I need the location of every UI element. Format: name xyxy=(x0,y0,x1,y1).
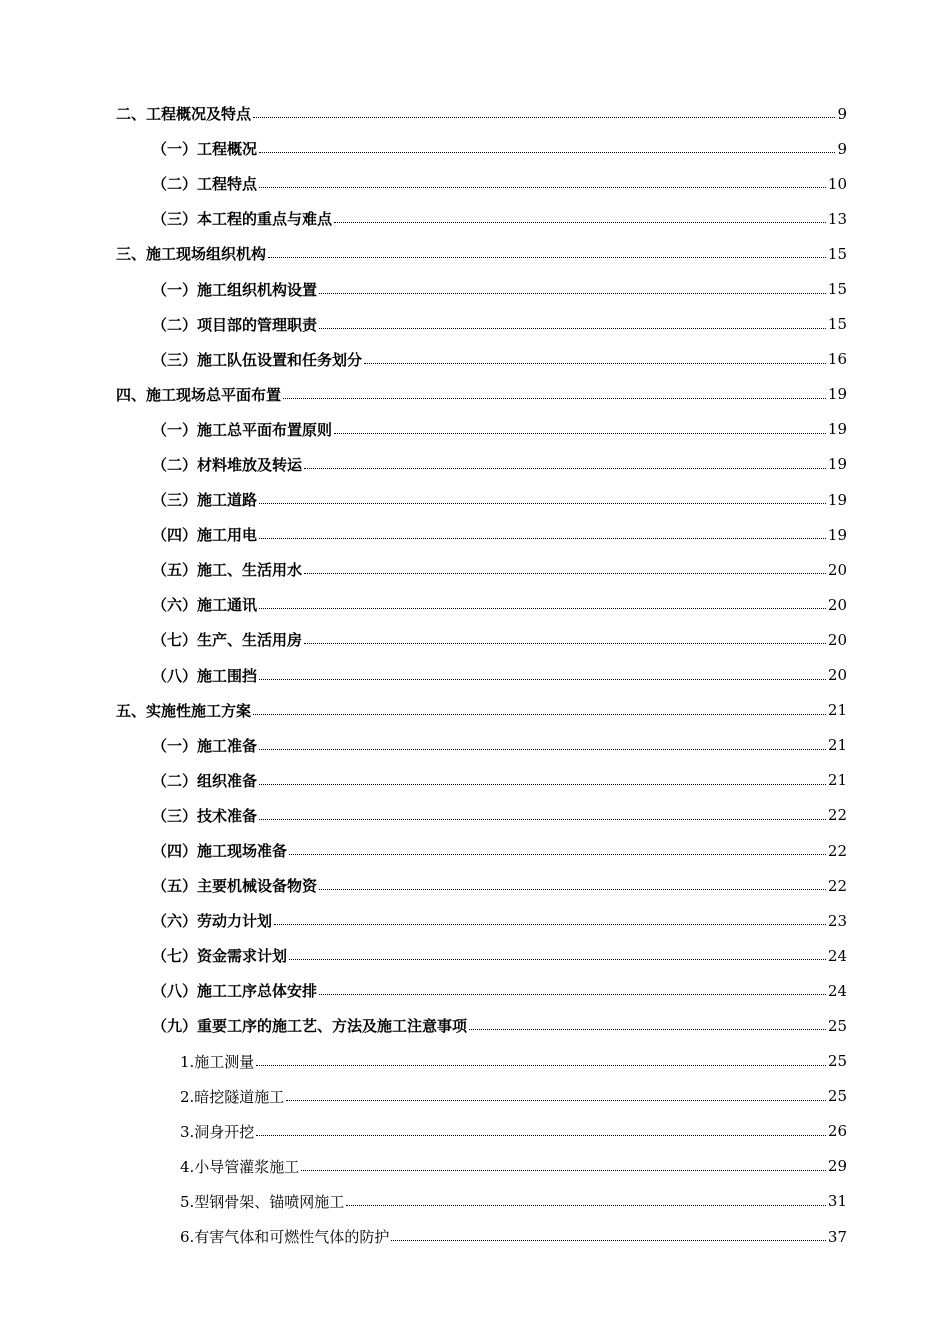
toc-entry-title: （二）组织准备 xyxy=(152,771,258,790)
toc-entry-page-number: 25 xyxy=(827,1087,847,1106)
toc-dot-leader xyxy=(301,1169,826,1171)
toc-entry-page-number: 23 xyxy=(827,911,847,930)
table-of-contents xyxy=(0,96,950,1254)
toc-entry-title: （二）项目部的管理职责 xyxy=(152,315,318,334)
toc-dot-leader xyxy=(319,327,826,329)
toc-entry[interactable] xyxy=(0,96,950,131)
toc-entry[interactable] xyxy=(0,587,950,622)
toc-entry[interactable] xyxy=(0,1114,950,1149)
toc-entry-title: 2.暗挖隧道施工 xyxy=(180,1087,285,1106)
toc-entry[interactable] xyxy=(0,166,950,201)
toc-entry-title: （四）施工用电 xyxy=(152,526,258,545)
toc-entry-title: 1.施工测量 xyxy=(180,1052,255,1071)
toc-dot-leader xyxy=(274,923,826,925)
toc-entry[interactable] xyxy=(0,131,950,166)
toc-entry[interactable] xyxy=(0,728,950,763)
toc-entry-title: （二）工程特点 xyxy=(152,175,258,194)
toc-entry-title: （七）生产、生活用房 xyxy=(152,631,303,650)
toc-entry-page-number: 19 xyxy=(827,525,847,544)
toc-entry-page-number: 19 xyxy=(827,455,847,474)
toc-entry[interactable] xyxy=(0,377,950,412)
toc-dot-leader xyxy=(304,572,826,574)
toc-dot-leader xyxy=(469,1028,826,1030)
toc-dot-leader xyxy=(259,818,826,820)
toc-entry-page-number: 21 xyxy=(827,736,847,755)
toc-dot-leader xyxy=(259,783,826,785)
toc-entry-title: 4.小导管灌浆施工 xyxy=(180,1157,300,1176)
toc-dot-leader xyxy=(319,888,826,890)
toc-dot-leader xyxy=(364,362,826,364)
toc-entry[interactable] xyxy=(0,1079,950,1114)
toc-dot-leader xyxy=(259,678,826,680)
toc-dot-leader xyxy=(283,397,826,399)
toc-entry-page-number: 26 xyxy=(827,1122,847,1141)
toc-entry[interactable] xyxy=(0,1184,950,1219)
toc-entry[interactable] xyxy=(0,973,950,1008)
toc-entry-title: （五）施工、生活用水 xyxy=(152,561,303,580)
toc-entry[interactable] xyxy=(0,1149,950,1184)
toc-dot-leader xyxy=(259,151,835,153)
toc-entry[interactable] xyxy=(0,447,950,482)
toc-entry[interactable] xyxy=(0,938,950,973)
toc-entry-title: （一）施工总平面布置原则 xyxy=(152,420,333,439)
toc-entry-page-number: 19 xyxy=(827,420,847,439)
toc-entry-title: （八）施工工序总体安排 xyxy=(152,982,318,1001)
toc-entry[interactable] xyxy=(0,1219,950,1254)
toc-entry-title: （二）材料堆放及转运 xyxy=(152,455,303,474)
toc-entry-page-number: 24 xyxy=(827,981,847,1000)
toc-entry-page-number: 19 xyxy=(827,490,847,509)
toc-entry-title: （五）主要机械设备物资 xyxy=(152,877,318,896)
toc-entry[interactable] xyxy=(0,482,950,517)
toc-dot-leader xyxy=(259,748,826,750)
toc-dot-leader xyxy=(256,1134,826,1136)
toc-entry-title: （三）技术准备 xyxy=(152,806,258,825)
toc-dot-leader xyxy=(289,958,826,960)
toc-entry-title: （三）施工道路 xyxy=(152,491,258,510)
toc-entry-page-number: 20 xyxy=(827,595,847,614)
toc-entry-page-number: 37 xyxy=(827,1227,847,1246)
toc-dot-leader xyxy=(289,853,826,855)
toc-entry-title: （一）施工准备 xyxy=(152,736,258,755)
toc-entry-title: （六）施工通讯 xyxy=(152,596,258,615)
toc-entry[interactable] xyxy=(0,236,950,271)
toc-entry-title: （四）施工现场准备 xyxy=(152,842,288,861)
toc-entry[interactable] xyxy=(0,412,950,447)
toc-entry-title: 三、施工现场组织机构 xyxy=(116,245,267,264)
toc-entry-page-number: 16 xyxy=(827,350,847,369)
toc-entry[interactable] xyxy=(0,342,950,377)
toc-entry-title: 6.有害气体和可燃性气体的防护 xyxy=(180,1228,390,1247)
toc-entry-page-number: 22 xyxy=(827,876,847,895)
toc-entry-title: 五、实施性施工方案 xyxy=(116,701,252,720)
toc-entry[interactable] xyxy=(0,1044,950,1079)
toc-dot-leader xyxy=(259,502,826,504)
toc-entry-page-number: 21 xyxy=(827,771,847,790)
toc-entry-page-number: 25 xyxy=(827,1052,847,1071)
toc-dot-leader xyxy=(334,432,826,434)
toc-entry-title: （六）劳动力计划 xyxy=(152,912,273,931)
toc-entry-title: 二、工程概况及特点 xyxy=(116,105,252,124)
toc-entry[interactable] xyxy=(0,1008,950,1043)
toc-dot-leader xyxy=(268,256,826,258)
toc-dot-leader xyxy=(259,607,826,609)
toc-entry[interactable] xyxy=(0,693,950,728)
toc-entry[interactable] xyxy=(0,763,950,798)
toc-entry[interactable] xyxy=(0,833,950,868)
toc-entry[interactable] xyxy=(0,903,950,938)
toc-entry-page-number: 22 xyxy=(827,806,847,825)
toc-entry-page-number: 10 xyxy=(827,174,847,193)
toc-entry-page-number: 19 xyxy=(827,385,847,404)
toc-entry-page-number: 21 xyxy=(827,701,847,720)
toc-entry[interactable] xyxy=(0,517,950,552)
toc-entry-title: （八）施工围挡 xyxy=(152,666,258,685)
toc-entry[interactable] xyxy=(0,798,950,833)
toc-dot-leader xyxy=(319,993,826,995)
toc-entry[interactable] xyxy=(0,658,950,693)
toc-dot-leader xyxy=(286,1099,826,1101)
toc-entry-title: （三）施工队伍设置和任务划分 xyxy=(152,350,363,369)
toc-entry-title: （七）资金需求计划 xyxy=(152,947,288,966)
toc-entry[interactable] xyxy=(0,622,950,657)
toc-dot-leader xyxy=(304,467,826,469)
toc-entry-title: （九）重要工序的施工艺、方法及施工注意事项 xyxy=(152,1017,468,1036)
toc-dot-leader xyxy=(253,116,835,118)
toc-entry-page-number: 24 xyxy=(827,946,847,965)
toc-dot-leader xyxy=(259,186,826,188)
toc-entry-title: （三）本工程的重点与难点 xyxy=(152,210,333,229)
toc-entry-page-number: 9 xyxy=(837,139,847,158)
toc-entry-page-number: 20 xyxy=(827,666,847,685)
toc-entry[interactable] xyxy=(0,307,950,342)
toc-entry[interactable] xyxy=(0,201,950,236)
toc-dot-leader xyxy=(346,1204,826,1206)
toc-entry-title: 3.洞身开挖 xyxy=(180,1122,255,1141)
toc-entry[interactable] xyxy=(0,868,950,903)
toc-entry-page-number: 9 xyxy=(837,104,847,123)
toc-entry-title: （一）施工组织机构设置 xyxy=(152,280,318,299)
toc-entry-page-number: 29 xyxy=(827,1157,847,1176)
toc-dot-leader xyxy=(391,1239,826,1241)
toc-entry-title: 5.型钢骨架、锚喷网施工 xyxy=(180,1192,345,1211)
toc-entry-page-number: 13 xyxy=(827,209,847,228)
toc-entry-page-number: 15 xyxy=(827,315,847,334)
toc-entry-page-number: 20 xyxy=(827,630,847,649)
toc-entry-page-number: 20 xyxy=(827,560,847,579)
toc-entry-title: （一）工程概况 xyxy=(152,140,258,159)
toc-entry-title: 四、施工现场总平面布置 xyxy=(116,385,282,404)
toc-dot-leader xyxy=(319,292,826,294)
toc-dot-leader xyxy=(253,713,826,715)
toc-dot-leader xyxy=(304,642,826,644)
toc-entry-page-number: 15 xyxy=(827,280,847,299)
toc-entry[interactable] xyxy=(0,271,950,306)
toc-dot-leader xyxy=(334,221,826,223)
toc-entry-page-number: 25 xyxy=(827,1016,847,1035)
toc-entry-page-number: 31 xyxy=(827,1192,847,1211)
toc-dot-leader xyxy=(259,537,826,539)
toc-entry-page-number: 22 xyxy=(827,841,847,860)
toc-entry[interactable] xyxy=(0,552,950,587)
toc-dot-leader xyxy=(256,1064,826,1066)
toc-entry-page-number: 15 xyxy=(827,244,847,263)
